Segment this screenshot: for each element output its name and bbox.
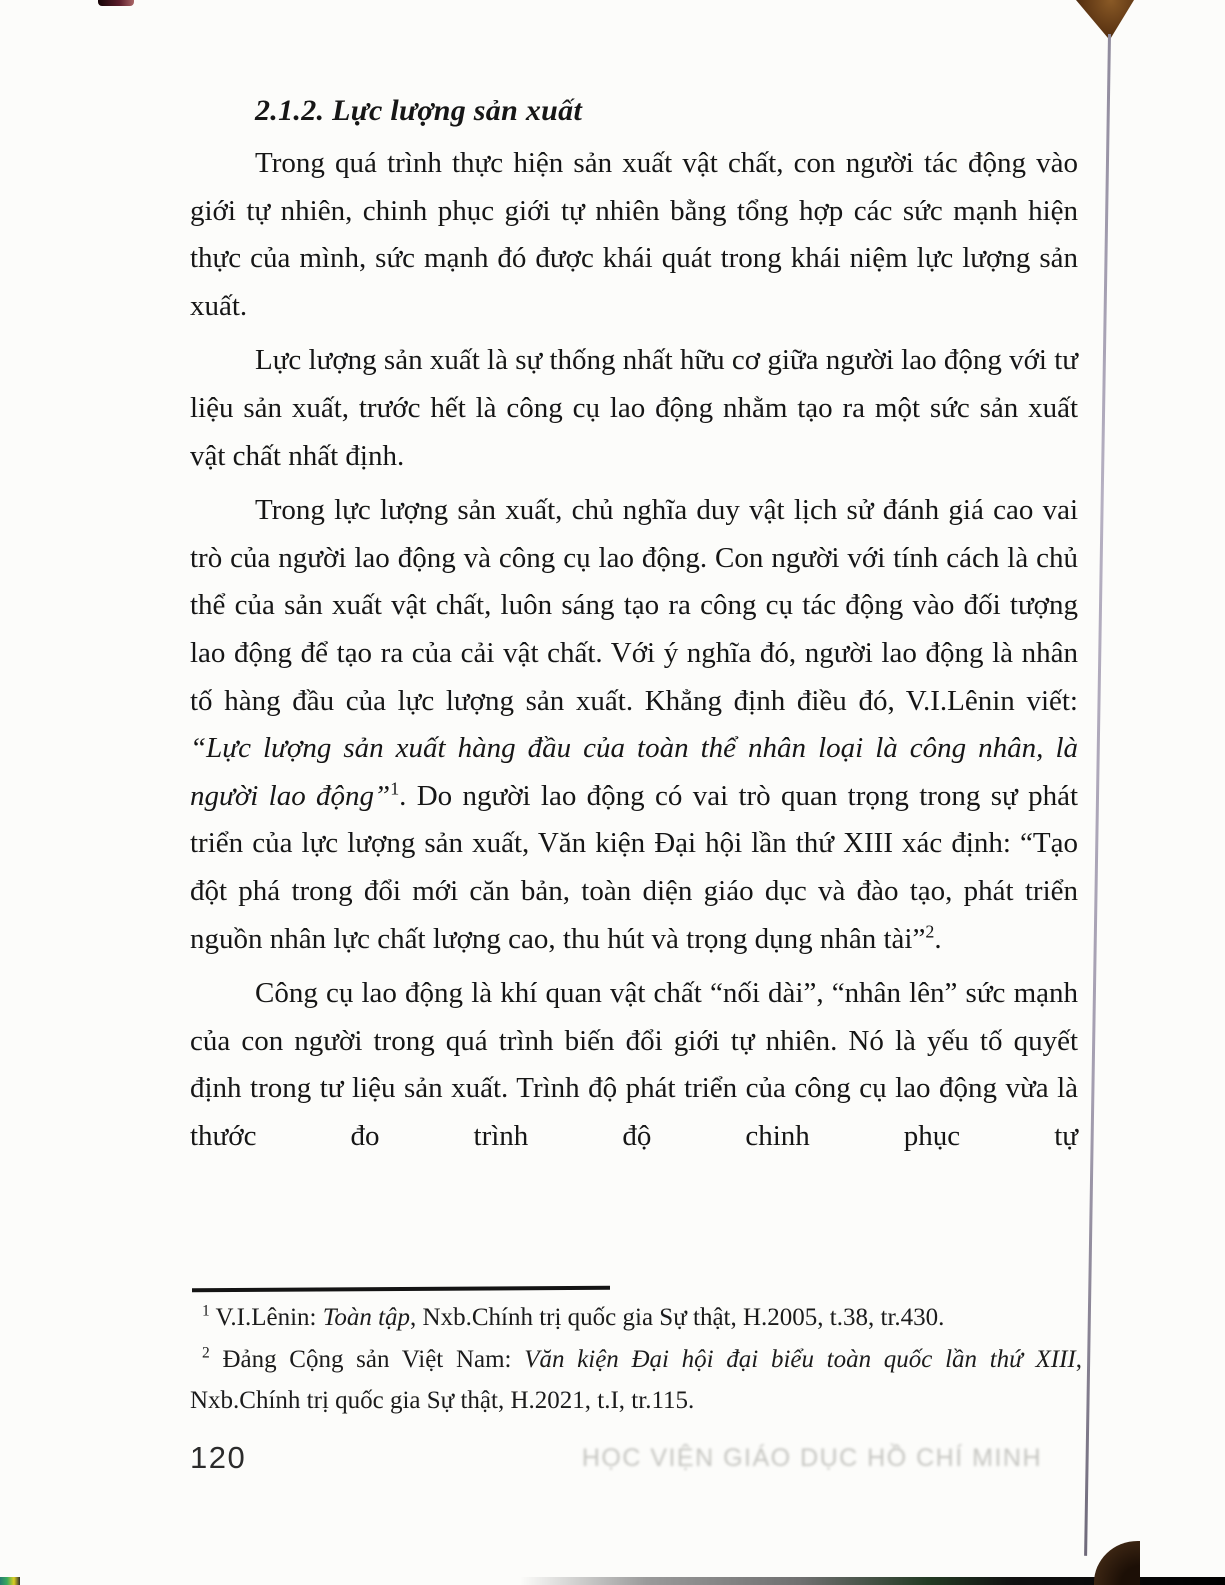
scan-artifact-bottom-left [0,1577,20,1585]
page-content [190,94,1078,1160]
footnote-2-text: Đảng Cộng sản Việt Nam: [209,1345,525,1373]
paragraph-3-text-b: . Do người lao động có vai trò quan trọng trong sự phát triển của lực lượng sản xuất, Văn kiện Đại hội lần thứ XIII xác định: “Tạo đột phá trong đổi mới căn bản, toàn diện giáo dục và đào tạo, phát triển nguồn nhân lực chất lượng cao, thu hút và trọng dụng nhân tài” [190,779,1078,955]
scan-artifact-top-left [98,0,134,6]
footnote-1 [190,1297,1082,1339]
lenin-quote: “Lực lượng sản xuất hàng đầu của toàn thể nhân loại là công nhân, là người lao động” [190,732,1078,812]
footnote-ref-2: 2 [925,920,935,941]
paragraph-2: Lực lượng sản xuất là sự thống nhất hữu cơ giữa người lao động với tư liệu sản xuất, trước hết là công cụ lao động nhằm tạo ra một sức sản xuất vật chất nhất định. [190,344,1078,472]
section-heading: 2.1.2. Lực lượng sản xuất [255,94,583,127]
footnote-2 [190,1339,1082,1422]
page-curl-bottom-right [1094,1541,1140,1585]
footnote-1-text: V.I.Lênin: [209,1304,323,1331]
page-curl-top-right [1076,0,1134,40]
footnote-ref-1: 1 [390,778,400,799]
footnote-1-marker: 1 [202,1302,210,1320]
page-edge-line [1084,34,1111,1556]
page-number: 120 [190,1440,247,1475]
footnote-separator [192,1286,610,1293]
footnote-2-marker: 2 [202,1344,210,1362]
paragraph-1: Trong quá trình thực hiện sản xuất vật chất, con người tác động vào giới tự nhiên, chinh phục giới tự nhiên bằng tổng hợp các sức mạnh hiện thực của mình, sức mạnh đó được khái quát trong khái niệm lực lượng sản xuất. [190,147,1078,322]
paragraph-3-text-a: Trong lực lượng sản xuất, chủ nghĩa duy vật lịch sử đánh giá cao vai trò của người lao động và công cụ lao động. Con người với tính cách là chủ thể của sản xuất vật chất, luôn sáng tạo ra công cụ tác động vào đối tượng lao động để tạo ra của cải vật chất. Với ý nghĩa đó, người lao động là nhân tố hàng đầu của lực lượng sản xuất. Khẳng định điều đó, V.I.Lênin viết: [190,494,1078,717]
footnote-1-tail: , Nxb.Chính trị quốc gia Sự thật, H.2005, t.38, tr.430. [410,1304,945,1331]
publisher-watermark: HỌC VIỆN GIÁO DỤC HỒ CHÍ MINH [581,1444,1042,1472]
footnote-1-title: Toàn tập [322,1304,411,1331]
page-footer [190,1440,1080,1476]
paragraph-3-period: . [934,922,942,955]
footnote-2-title: Văn kiện Đại hội đại biểu toàn quốc lần thứ XIII [524,1345,1076,1373]
paragraph-4: Công cụ lao động là khí quan vật chất “nối dài”, “nhân lên” sức mạnh của con người trong quá trình biến đổi giới tự nhiên. Nó là yếu tố quyết định trong tư liệu sản xuất. Trình độ phát triển của công cụ lao động vừa là thước đo trình độ chinh phục tự [190,977,1078,1152]
paragraph-3 [190,487,1078,963]
footnotes-block [190,1297,1082,1422]
footnote-2-tail: , Nxb.Chính trị quốc gia Sự thật, H.2021, t.I, tr.115. [190,1345,1082,1414]
